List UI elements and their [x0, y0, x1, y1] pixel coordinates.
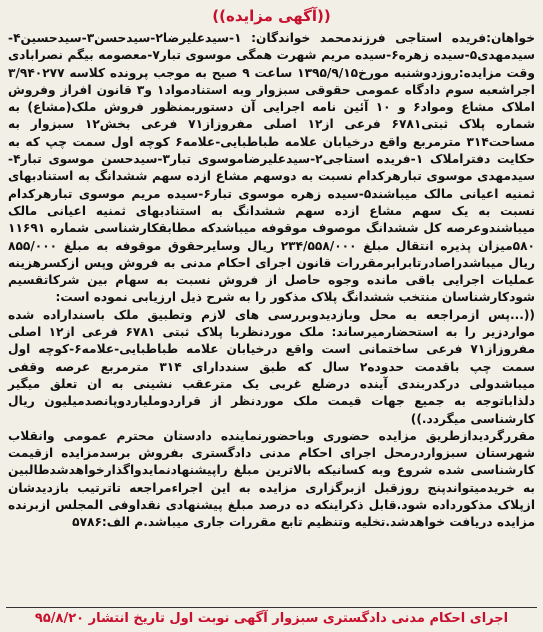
notice-footer: اجرای احکام مدنی دادگستری سبزوار آگهی نوبت اول تاریخ انتشار ۹۵/۸/۲۰ — [6, 607, 537, 628]
notice-paragraph-appraisal: ((...پس ازمراجعه به محل وبازدیدوبررسی های لازم وتطبیق ملک باسنداراده شده مواردزیر را به استحضارمیرساند: ملک موردنظربا پلاک ثبتی ۶۷۸۱ فرعی از۱۲ اصلی مفروزاز۷۱ فرعی ساختمانی است واقع درخیابان علامه طباطبایی-علامه۶-کوچه اول سمت چپ باقدمت حدوده۲ سال که طبق سنددارای ۳۱۴ مترمربع عرصه وقفی میباشدولی درکدربندی آینده درضلع غربی یک مترعقب نشینی به ان تعلق میگیر دلذاباتوجه به جمیع جهات قیمت ملک موردنظر از قراردوملیاردوپانصدمیلیون ریال کارشناسی میگردد.)) — [8, 307, 535, 426]
notice-paragraph-case: خواهان:فریده استاجی فرزندمحمد خواندگان: ۱-سیدعلیرضا۲-سیدحسن۳-سیدحسین۴-سیدمهدی۵-سیده زهره۶-سیده مریم شهرت همگی موسوی تبار۷-معصومه بیگم نصرابادی وقت مزایده:روزدوشنبه مورخ۱۳۹۵/۹/۱۵ ساعت ۹ صبح به موجب پرونده کلاسه ۳/۹۴۰۲۷۷ اجراشعبه سوم دادگاه عمومی حقوقی سبزوار وبه استنادمواد۱ و۳ قانون افراز وفروش املاک مشاع ومواد۶ و ۱۰ آئین نامه اجرایی آن دستوربمنظور فروش ملک(مشاع) به شماره پلاک ثبتی۶۷۸۱ فرعی از۱۲ اصلی مفروزاز۷۱ فرعی بخش۱۲ سبزوار به مساحت۳۱۴ مترمربع واقع درخیابان علامه طباطبایی-علامه۶ کوچه اول سمت چپ که به حکایت دفتراملاک ۱-فریده استاجی۲-سیدعلیرضاموسوی تبار۳-سیدحسن موسوی تبار۴-سیدمهدی موسوی تبارهرکدام نسبت به دوسهم مشاع ازده سهم ششدانگ به استنادبهای ثمنیه اعیانی مالک میباشند۵-سیده زهره موسوی تبار۶-سیده مریم موسوی تبارهرکدام نسبت به یک سهم مشاع ازده سهم ششدانگ به استنادبهای ثمنیه اعیانی مالک میباشندوعرصه کل ششدانگ موصوف موقوفه میباشدکه مطابقکارشناسی شماره ۱۱۶۹۱ ۵۸۰میزان پذیره انتقال مبلغ ۲۳۴/۵۵۸/۰۰۰ ریال وسایرحقوق موقوفه به مبلغ ۸۵۵/۰۰۰ ریال میباشدراصادرتابرابرمقررات قانون اجرای احکام مدنی به فروش وپس ازکسرهزینه عملیات اجرایی باقی مانده وجوه حاصل از فروش نسبت به سهام بین شرکاتقسیم شودکارشناسان منتخب ششدانگ پلاک مذکور را به شرح ذیل ارزیابی نموده است: — [8, 31, 535, 305]
notice-paragraph-terms: مقررگردیدازطریق مزایده حضوری وباحضورنماینده دادستان محترم عمومی وانقلاب شهرستان سبزواردرمحل اجرای احکام مدنی دادگستری بفروش برسدمزایده ازقیمت کارشناسی شده شروع وبه کسانیکه بالاترین مبلغ راپیشنهادنمایدواگذارخواهدشدطالبین به خریدمیتواندپنج روزقبل ازبرگزاری مزایده به این اجراءمراجعه تاترتیب بازدیدشان ازپلاک مذکورداده شود.قابل ذکراینکه ده درصد مبلغ پیشنهادی نقداوفی المجلس ازبرنده مزایده دریافت خواهدشد.تخلیه وتنظیم تابع مقررات جاری میباشد.م الف:۵۷۸۶ — [8, 428, 535, 530]
notice-title: ((آگهی مزایده)) — [212, 7, 331, 25]
notice-body — [8, 30, 535, 532]
